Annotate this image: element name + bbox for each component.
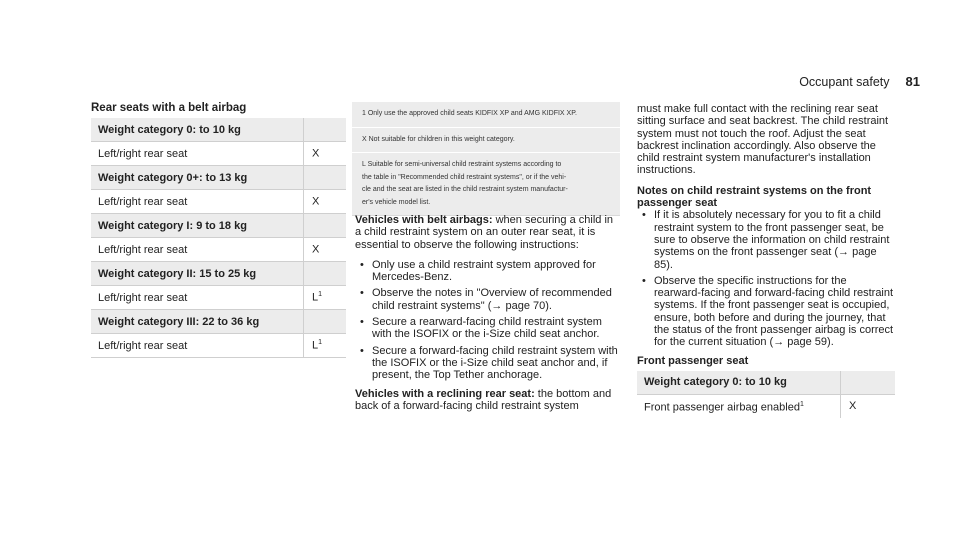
- table-row: [91, 238, 346, 262]
- value-cell: X: [841, 394, 896, 418]
- bullet-icon: •: [360, 258, 364, 271]
- page-number: 81: [905, 74, 920, 89]
- table-row: [91, 190, 346, 214]
- category-cell: Weight category III: 22 to 36 kg: [91, 310, 304, 334]
- front-passenger-table: [637, 371, 895, 418]
- value-cell: $L^1$: [304, 334, 347, 358]
- category-cell: Weight category I: 9 to 18 kg: [91, 214, 304, 238]
- rear-seat-heading: Rear seats with a belt airbag: [91, 102, 247, 114]
- instruction-list: [355, 259, 620, 382]
- table-row: [91, 334, 346, 358]
- table-row: [637, 371, 895, 395]
- list-item: • If it is absolutely necessary for you to fit a child restraint system to the front passenger seat, be sure to observe the information on child restraint systems on the front passenger seat (→ page 85).: [642, 209, 890, 271]
- paragraph: must make full contact with the reclining rear seat sitting surface and seat backrest. The child restraint system must not touch the roof. Adjust the seat backrest inclination accordingly. Also observe the child restraint system manufacturer's installation instructions.: [637, 103, 889, 177]
- category-cell: Weight category 0+: to 13 kg: [91, 166, 304, 190]
- seat-cell: Left/right rear seat: [91, 238, 304, 262]
- front-passenger-heading: Front passenger seat: [637, 354, 749, 367]
- list-item: • Observe the notes in "Overview of recommended child restraint systems" (→ page 70).: [360, 287, 612, 312]
- footnote-x: X Not suitable for children in this weight category.: [352, 128, 620, 154]
- subheading: Notes on child restraint systems on the front passenger seat: [637, 184, 872, 210]
- category-cell: Weight category 0: to 10 kg: [91, 118, 304, 142]
- paragraph: Vehicles with belt airbags: when securing a child in a child restraint system on an outer rear seat, it is essential to observe the following instructions:: [355, 214, 614, 251]
- table-row: [91, 310, 346, 334]
- list-item: • Secure a forward-facing child restraint system with the ISOFIX or the i-Size child seat anchor and, if present, the Top Tether anchorage.: [360, 344, 618, 382]
- table-row: [91, 262, 346, 286]
- footnotes-box: [352, 102, 620, 216]
- bullet-icon: •: [360, 344, 364, 357]
- rear-seat-table: [91, 118, 346, 358]
- table-row: [91, 166, 346, 190]
- table-row: [637, 394, 895, 418]
- table-row: [91, 286, 346, 310]
- value-cell: X: [304, 238, 347, 262]
- value-cell: X: [304, 142, 347, 166]
- table-row: [91, 118, 346, 142]
- table-row: [91, 142, 346, 166]
- seat-cell: Left/right rear seat: [91, 190, 304, 214]
- rear-seat-section: [91, 102, 346, 358]
- list-item: • Secure a rearward-facing child restraint system with the ISOFIX or the i-Size child seat anchor.: [360, 316, 602, 341]
- value-cell: X: [304, 190, 347, 214]
- seat-cell: Left/right rear seat: [91, 334, 304, 358]
- section-title: Occupant safety: [799, 74, 890, 89]
- category-cell: Weight category II: 15 to 25 kg: [91, 262, 304, 286]
- table-row: [91, 214, 346, 238]
- list-item: • Only use a child restraint system approved for Mercedes-Benz.: [360, 258, 596, 284]
- paragraph: Vehicles with a reclining rear seat: the bottom and back of a forward-facing child restraint system: [355, 387, 612, 412]
- bullet-icon: •: [360, 316, 364, 329]
- seat-cell: Front passenger airbag enabled$^1$: [644, 400, 804, 414]
- footnote-l: L Suitable for semi-universal child restraint systems according to the table in "Recommended child restraint systems", or if the vehi- cle and the seat are listed in the child restraint system manufactur- er's vehicle model list.: [352, 153, 620, 215]
- instruction-list: [637, 209, 895, 348]
- seat-cell: Left/right rear seat: [91, 286, 304, 310]
- category-cell: Weight category 0: to 10 kg: [637, 371, 841, 395]
- list-item: • Observe the specific instructions for the rearward-facing and forward-facing child restraint systems. If the front passenger seat is occupied, ensure, both before and during the journey, that the status of the front passenger airbag is correct for the current situation (→ page 59).: [642, 274, 894, 349]
- front-passenger-instructions: [637, 103, 895, 418]
- seat-cell: Left/right rear seat: [91, 142, 304, 166]
- footnote-1: 1 Only use the approved child seats KIDFIX XP and AMG KIDFIX XP.: [352, 102, 620, 128]
- belt-airbag-instructions: [355, 214, 620, 420]
- page-header: [799, 74, 920, 89]
- bullet-icon: •: [360, 287, 364, 300]
- value-cell: $L^1$: [304, 286, 347, 310]
- bullet-icon: •: [642, 274, 646, 287]
- bullet-icon: •: [642, 209, 646, 222]
